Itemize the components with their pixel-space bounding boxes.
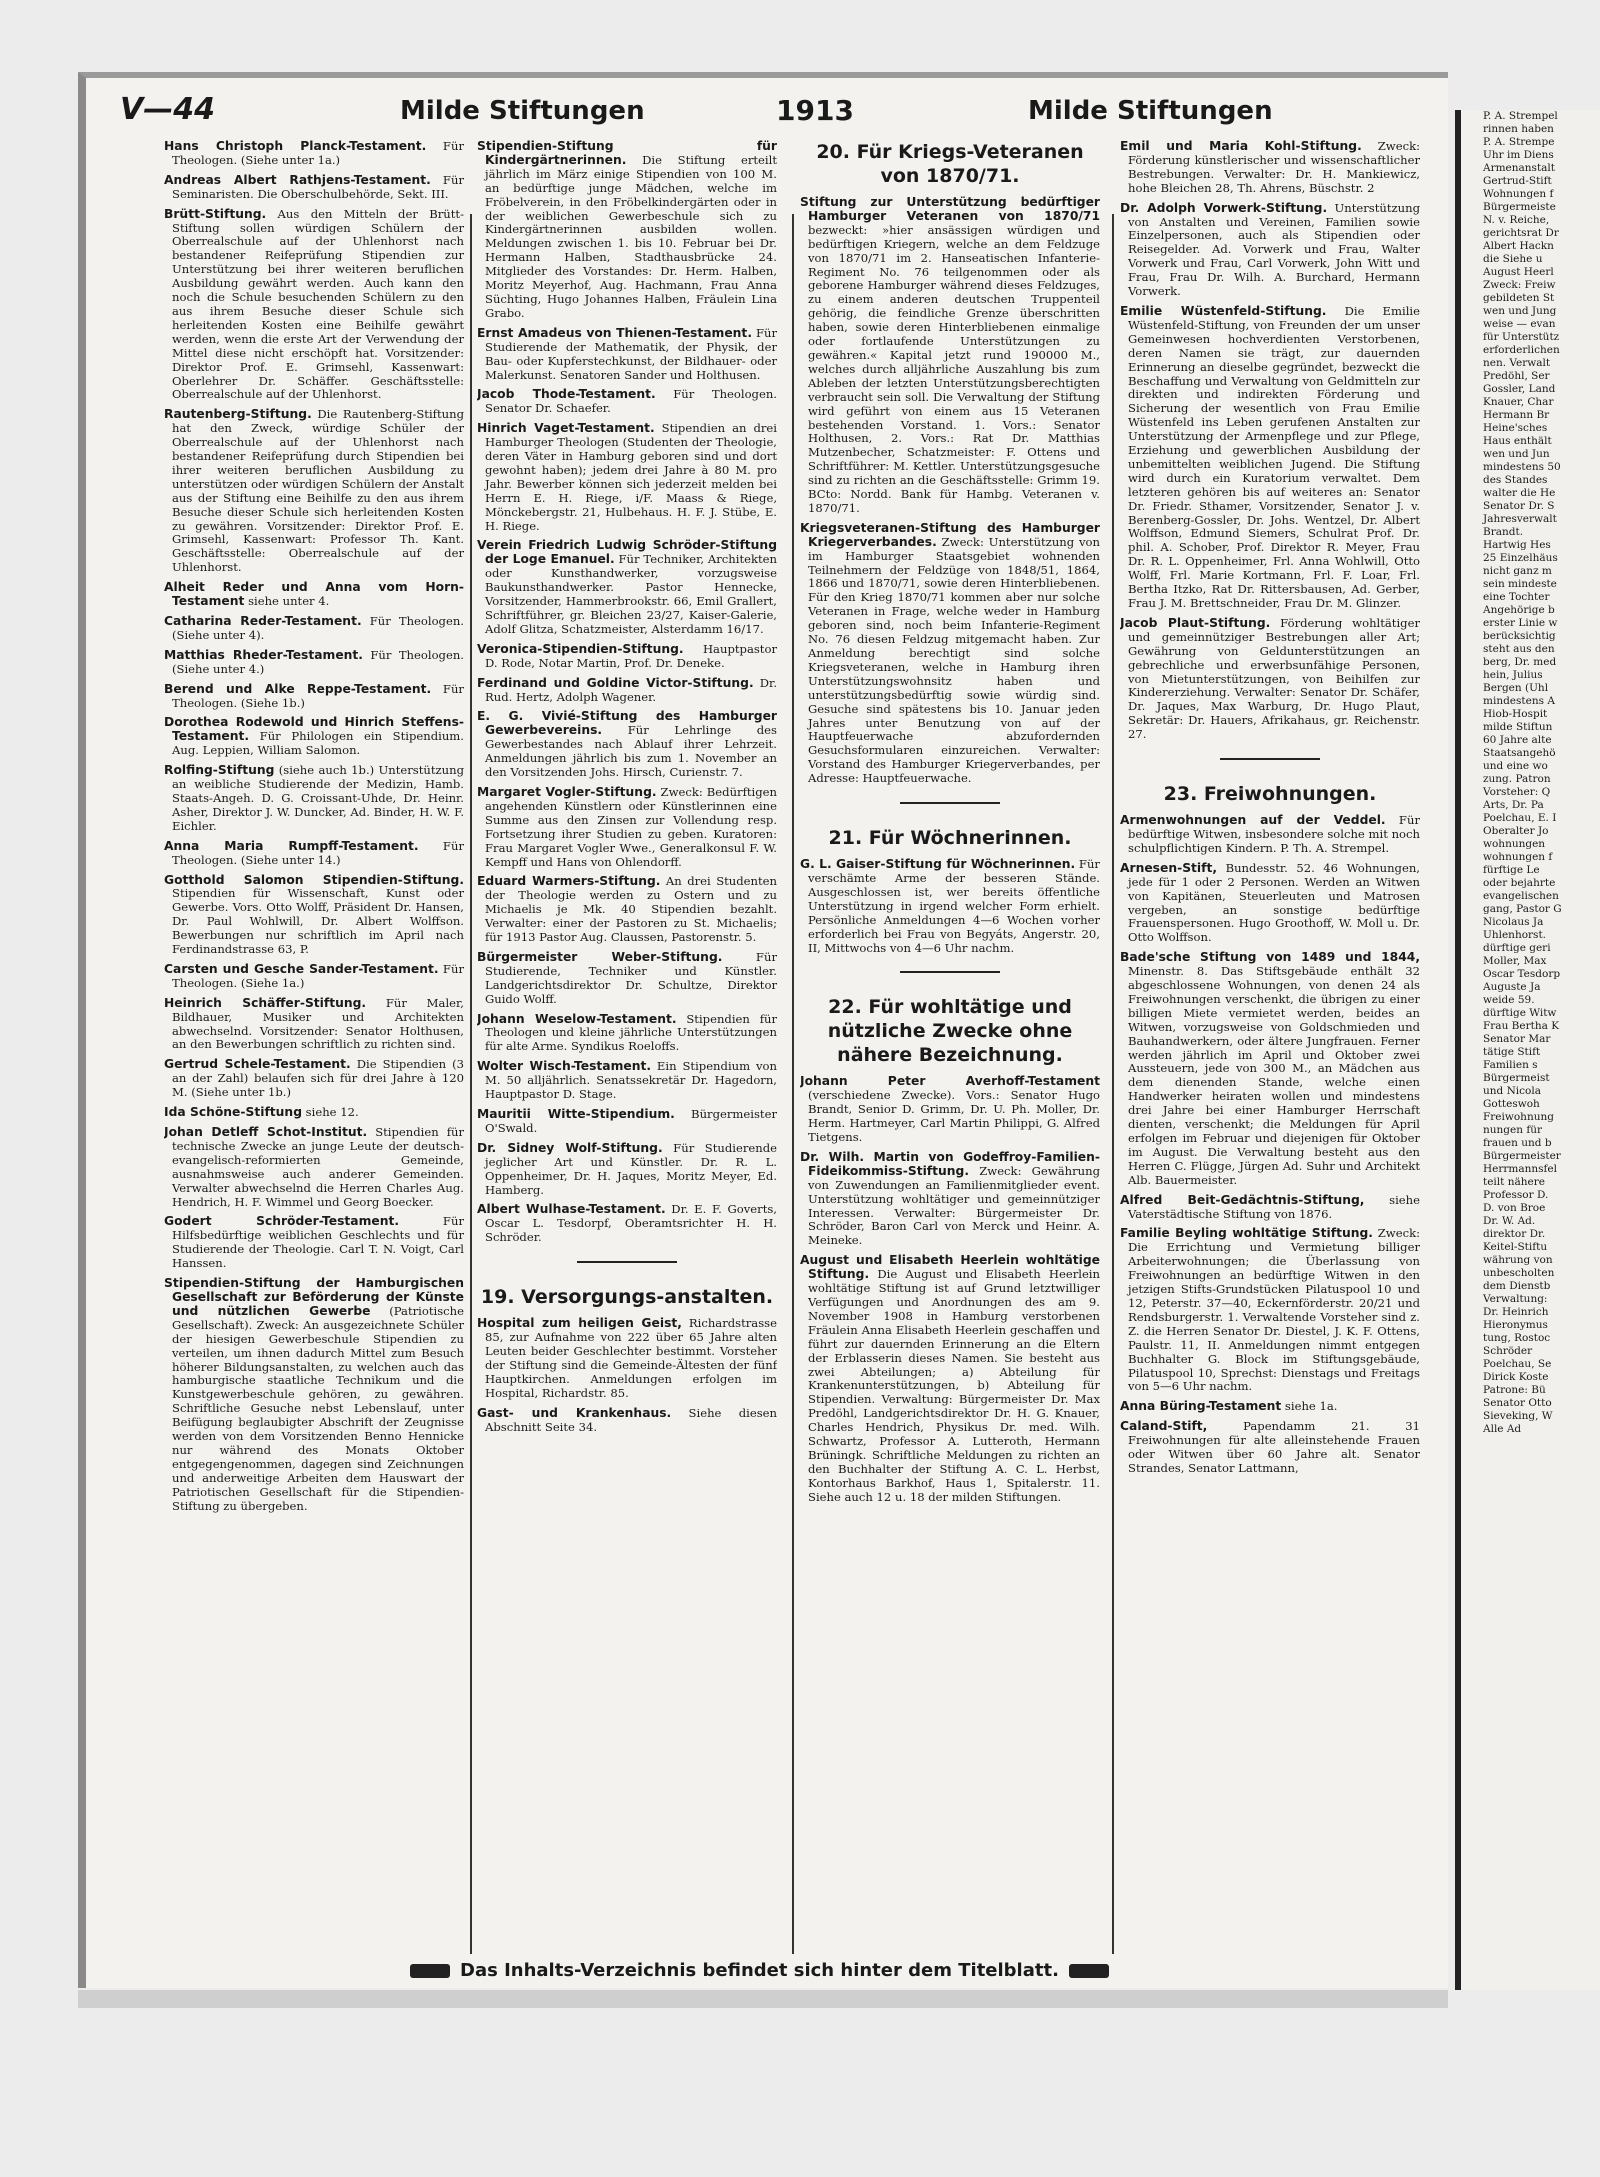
entry-name: Ernst Amadeus von Thienen-Testament. <box>477 325 752 340</box>
entry-text: Hauptpastor D. Rode, Notar Martin, Prof. Dr. Deneke. <box>485 641 777 670</box>
foundation-entry <box>477 1013 777 1055</box>
adjacent-page-fragment: Familien s <box>1483 1059 1538 1071</box>
adjacent-page-fragment: Moller, Max <box>1483 955 1547 967</box>
foundation-entry <box>800 1075 1100 1145</box>
entry-name: Rolfing-Stiftung <box>164 763 275 778</box>
adjacent-page-fragment: August Heerl <box>1483 266 1554 278</box>
section-heading: 20. Für Kriegs-Veteranen von 1870/71. <box>816 141 1084 187</box>
entry-name: Hinrich Vaget-Testament. <box>477 421 655 436</box>
adjacent-page-fragment: die Siehe u <box>1483 253 1543 265</box>
adjacent-page-fragment: Brandt. <box>1483 526 1524 538</box>
entry-text: siehe 1a. <box>1281 1399 1338 1414</box>
entry-text: Bürgermeister O'Swald. <box>485 1107 777 1135</box>
adjacent-page-fragment: Hartwig Hes <box>1483 539 1551 551</box>
entry-text: Dr. E. F. Goverts, Oscar L. Tesdorpf, Oberamtsrichter H. H. Schröder. <box>485 1202 777 1245</box>
adjacent-page-fragment: für Unterstütz <box>1483 331 1560 343</box>
entry-name: Johann Peter Averhoff-Testament <box>800 1074 1100 1089</box>
adjacent-page-fragment: Bergen (Uhl <box>1483 682 1549 694</box>
pointing-hand-icon <box>1069 1964 1109 1978</box>
adjacent-page-fragment: frauen und b <box>1483 1137 1552 1149</box>
section-heading: 21. Für Wöchnerinnen. <box>828 827 1072 850</box>
adjacent-page-fragment: nen. Verwalt <box>1483 357 1551 369</box>
adjacent-page-fragment: erforderlichen <box>1483 344 1560 356</box>
adjacent-page-fragment: D. von Broe <box>1483 1202 1546 1214</box>
entry-text: Für Studierende jeglicher Art und Künstler. Dr. R. L. Oppenheimer, Dr. H. Jaques, Moritz Meyer, Ed. Hamberg. <box>485 1140 777 1197</box>
entry-name: Alheit Reder und Anna vom Horn-Testament <box>164 580 464 609</box>
entry-text: Für verschämte Arme der besseren Stände. Ausgeschlossen ist, wer bereits öffentliche Unterstützung in irgend welcher Form erhielt. Persönliche Anmeldungen 4—6 Wochen vorher erforderlich bei Frau von Begyáts, Angerstr. 20, II, Mittwochs von 4—6 Uhr nachm. <box>808 857 1100 955</box>
text-column-2 <box>477 140 777 1960</box>
adjacent-page-fragment: evangelischen <box>1483 890 1559 902</box>
foundation-entry <box>477 1317 777 1400</box>
adjacent-page-fragment: Schröder <box>1483 1345 1533 1357</box>
adjacent-page-fragment: und eine wo <box>1483 760 1548 772</box>
entry-name: Gast- und Krankenhaus. <box>477 1405 672 1420</box>
entry-name: Dr. Wilh. Martin von Godeffroy-Familien-Fideikommiss-Stiftung. <box>800 1149 1100 1178</box>
entry-name: Mauritii Witte-Stipendium. <box>477 1107 675 1121</box>
entry-text: bezweckt: »hier ansässigen würdigen und bedürftigen Kriegern, welche an dem Feldzuge von 1870/71 im 2. Hanseatischen Infanterie-Regiment No. 76 teilgenommen oder als geborene Hamburger während dieses Feldzuges, zu einem anderen deutschen Truppenteil gehörig, die feindliche Grenze überschritten haben, sowie deren Hinterbliebenen einmalige oder fortlaufende Unterstützungen zu gewähren.« Kapital jetzt rund 190000 M., welches durch alljährliche Auszahlung bis zum Ableben der letzten Unterstützungsberechtigten verbraucht sein soll. Die Verwaltung der Stiftung wird geführt von einem aus 15 Veteranen bestehenden Vorstand. 1. Vors.: Senator Holthusen, 2. Vors.: Rat Dr. Matthias Mutzenbecher, Schatzmeister: F. Ottens und Schriftführer: M. Kettler. Unterstützungsgesuche sind zu richten an die Geschäftsstelle: Grimm 19. BCto: Nordd. Bank für Hambg. Veteranen v. 1870/71. <box>808 222 1100 515</box>
section-heading: 22. Für wohltätige und nützliche Zwecke ohne nähere Bezeichnung. <box>827 996 1073 1067</box>
adjacent-page-fragment: walter die He <box>1483 487 1556 499</box>
foundation-entry <box>1120 814 1420 856</box>
adjacent-page-fragment: Predöhl, Ser <box>1483 370 1550 382</box>
entry-text: Richardstrasse 85, zur Aufnahme von 222 über 65 Jahre alten Leuten beider Geschlechter bestimmt. Vorsteher der Stiftung sind die Gemeinde-Ältesten der fünf Hauptkirchen. Anmeldungen erfolgen im Hospital, Richardstr. 85. <box>485 1316 777 1400</box>
entry-text: Dr. Rud. Hertz, Adolph Wagener. <box>485 675 777 704</box>
adjacent-page-fragment: wohnungen f <box>1483 851 1553 863</box>
column-rule <box>470 214 472 1954</box>
entry-name: Armenwohnungen auf der Veddel. <box>1120 813 1386 828</box>
entry-text: (verschiedene Zwecke). Vors.: Senator Hugo Brandt, Senior D. Grimm, Dr. U. Ph. Moller, Dr. Herm. Hartmeyer, Carl Martin Philippi, G. Alfred Tietgens. <box>808 1088 1100 1145</box>
adjacent-page-fragment: Oberalter Jo <box>1483 825 1549 837</box>
page-number: V—44 <box>120 92 215 127</box>
section-divider <box>577 1261 677 1263</box>
entry-text: siehe 12. <box>302 1105 359 1120</box>
adjacent-page-fragment: Senator Dr. S <box>1483 500 1555 512</box>
foundation-entry <box>477 327 777 383</box>
adjacent-page-fragment: Dr. Heinrich <box>1483 1306 1549 1318</box>
entry-text: Aus den Mitteln der Brütt-Stiftung sollen würdigen Schülern der Oberrealschule auf der Uhlenhorst nach bestandener Reifeprüfung Stipendien zur Unterstützung bei ihrer weiteren beruflichen Ausbildung gewährt werden. Auch kann den noch die Schule besuchenden Schülern zu den aus ihrem Besuche dieser Schule sich herleitenden Kosten eine Beihilfe gewährt werden, wenn die erste Art der Verwendung der Mittel diese nicht erschöpft hat. Vorsitzender: Direktor Prof. E. Grimsehl, Kassenwart: Oberlehrer Dr. Schäffer. Geschäftsstelle: Oberrealschule auf der Uhlenhorst. <box>172 206 464 402</box>
adjacent-page-fragment: gang, Pastor G <box>1483 903 1562 915</box>
entry-name: Stiftung zur Unterstützung bedürftiger Hamburger Veteranen von 1870/71 <box>800 195 1100 223</box>
entry-text: Zweck: Die Errichtung und Vermietung billiger Arbeiterwohnungen; die Überlassung von Freiwohnungen an bedürftige Witwen in den jetzigen Stifts-Grundstücken Pilatuspool 10 und 12, Peterstr. 37—40, Eckernförderstr. 20/21 und Rendsburgerstr. 1. Verwaltende Vorsteher sind z. Z. die Herren Senator Dr. Diestel, J. K. F. Ottens, Paulstr. 11, II. Anmeldungen nimmt entgegen Buchhalter G. Block im Stiftungsgebäude, Pilatuspool 10, Sprechst: Dienstags und Freitags von 5—6 Uhr nachm. <box>1128 1226 1420 1394</box>
foundation-entry <box>477 677 777 705</box>
entry-name: Berend und Alke Reppe-Testament. <box>164 681 432 696</box>
entry-name: Emil und Maria Kohl-Stiftung. <box>1120 140 1362 153</box>
foundation-entry <box>164 716 464 758</box>
entry-text: Für Theologen. (Siehe unter 4). <box>172 614 464 642</box>
entry-name: Hans Christoph Planck-Testament. <box>164 140 427 153</box>
foundation-entry <box>164 963 464 991</box>
entry-text: Papendamm 21. 31 Freiwohnungen für alte alleinstehende Frauen oder Witwen über 60 Jahre alt. Senator Strandes, Senator Lattmann, <box>1128 1419 1420 1475</box>
entry-name: Matthias Rheder-Testament. <box>164 647 363 662</box>
adjacent-page-fragment: direktor Dr. <box>1483 1228 1546 1240</box>
foundation-entry <box>1120 1400 1420 1414</box>
entry-text: Für Philologen ein Stipendium. Aug. Leppien, William Salomon. <box>172 729 464 758</box>
entry-name: Ferdinand und Goldine Victor-Stiftung. <box>477 675 754 690</box>
entry-text: Für Maler, Bildhauer, Musiker und Architekten abwechselnd. Vorsitzender: Senator Holthusen, an den Bewerbungen schriftlich zu richten sind. <box>172 995 464 1052</box>
adjacent-page-fragment: P. A. Strempel <box>1483 110 1558 122</box>
adjacent-page-fragment: Dirick Koste <box>1483 1371 1549 1383</box>
running-title-left: Milde Stiftungen <box>400 96 645 126</box>
adjacent-page-fragment: weise — evan <box>1483 318 1556 330</box>
adjacent-page-fragment: währung von <box>1483 1254 1553 1266</box>
entry-name: Familie Beyling wohltätige Stiftung. <box>1120 1226 1373 1241</box>
section-divider <box>1220 758 1320 760</box>
adjacent-page-fragment: Hermann Br <box>1483 409 1550 421</box>
entry-name: Anna Büring-Testament <box>1120 1399 1282 1414</box>
adjacent-page-fragment: Bürgermeister <box>1483 1150 1561 1162</box>
adjacent-page-fragment: hein, Julius <box>1483 669 1543 681</box>
adjacent-page-fragment: wen und Jun <box>1483 448 1550 460</box>
adjacent-page-fragment: P. A. Strempe <box>1483 136 1555 148</box>
entry-name: Stipendien-Stiftung der Hamburgischen Gesellschaft zur Beförderung der Künste und nützlichen Gewerbe <box>164 1276 464 1318</box>
entry-name: Hospital zum heiligen Geist, <box>477 1316 682 1331</box>
entry-name: G. L. Gaiser-Stiftung für Wöchnerinnen. <box>800 857 1076 872</box>
entry-text: Förderung wohltätiger und gemeinnütziger Bestrebungen aller Art; Gewährung von Geldunterstützungen an gebrechliche und erwerbsunfähige Personen, von Mietunterstützungen, von Beihilfen zur Kindererziehung. Verwalter: Senator Dr. Schäfer, Dr. Jaques, Max Warburg, Dr. Hugo Plaut, Sekretär: Dr. Hauers, Afrikahaus, gr. Reichenstr. 27. <box>1128 615 1420 742</box>
footer-note <box>400 1960 1119 1981</box>
entry-name: Gertrud Schele-Testament. <box>164 1057 351 1072</box>
adjacent-page-fragment: oder bejahrte <box>1483 877 1556 889</box>
adjacent-page-fragment: Herrmannsfel <box>1483 1163 1557 1175</box>
entry-name: Brütt-Stiftung. <box>164 206 267 221</box>
adjacent-page-fragment: eine Tochter <box>1483 591 1550 603</box>
entry-text: Zweck: Bedürftigen angehenden Künstlern oder Künstlerinnen eine Summe aus den Zinsen zur Vollendung resp. Fortsetzung ihrer Studien zu geben. Kuratoren: Frau Margaret Vogler Wwe., Generalkonsul F. W. Kempff und Hans von Ohlendorff. <box>485 784 777 869</box>
foundation-entry <box>800 522 1100 786</box>
entry-name: Margaret Vogler-Stiftung. <box>477 784 657 799</box>
entry-text: Die Stiftung erteilt jährlich im März einige Stipendien von 100 M. an bedürftige junge Mädchen, welche im Fröbelverein, in den Fröbelkindergärten oder in der weiblichen Gewerbeschule sich zu Kindergärtnerinnen ausbilden wollen. Meldungen zwischen 1. bis 10. Februar bei Dr. Hermann Halben, Stadthausbrücke 24. Mitglieder des Vorstandes: Dr. Herm. Halben, Moritz Meyerhof, Aug. Hachmann, Frau Anna Süchting, Hugo Johannes Halben, Fräulein Lina Grabo. <box>485 152 777 320</box>
foundation-entry <box>477 1407 777 1435</box>
adjacent-page-fragment: fürftige Le <box>1483 864 1540 876</box>
section-divider <box>900 971 1000 973</box>
adjacent-page-fragment: gebildeten St <box>1483 292 1555 304</box>
foundation-entry <box>477 1108 777 1136</box>
adjacent-page-fragment: Bürgermeist <box>1483 1072 1550 1084</box>
adjacent-page-fragment: milde Stiftun <box>1483 721 1553 733</box>
adjacent-page-fragment: erster Linie w <box>1483 617 1558 629</box>
entry-text: (Patriotische Gesellschaft). Zweck: An ausgezeichnete Schüler der hiesigen Gewerbeschule Stipendien zu verteilen, um ihnen dadurch Mittel zum Besuch höherer Bildungsanstalten, zu welchen auch das hamburgische staatliche Technikum und die Kunstgewerbeschule gehören, zu gewähren. Schriftliche Gesuche nebst Lebenslauf, unter Beifügung beglaubigter Abschrift der Zeugnisse werden von dem Vorsitzenden Benno Hennicke nur während des Monats Oktober entgegengenommen, dagegen sind Zeichnungen und anderweitige Arbeiten dem Hauswart der Patriotischen Gesellschaft für die Stipendien-Stiftung zu übergeben. <box>172 1303 464 1513</box>
adjacent-page-fragment: dem Dienstb <box>1483 1280 1551 1292</box>
adjacent-page-fragment: gerichtsrat Dr <box>1483 227 1559 239</box>
adjacent-page-fragment: Nicolaus Ja <box>1483 916 1544 928</box>
entry-text: Bundesstr. 52. 46 Wohnungen, jede für 1 oder 2 Personen. Werden an Witwen von Kapitänen, Steuerleuten und Matrosen vergeben, an sonstige bedürftige Frauenspersonen. Hugo Groothoff, W. Moll u. Dr. Otto Wolffson. <box>1128 860 1420 945</box>
adjacent-page-fragment: Knauer, Char <box>1483 396 1554 408</box>
adjacent-page-fragment: Jahresverwalt <box>1483 513 1557 525</box>
entry-name: E. G. Vivié-Stiftung des Hamburger Gewerbevereins. <box>477 709 777 738</box>
entry-text: Für Studierende der Mathematik, der Physik, der Bau- oder Kupferstechkunst, der Bildhauer- oder Malerkunst. Senatoren Sander und Holthusen. <box>485 325 777 382</box>
adjacent-page-fragment: Gertrud-Stift <box>1483 175 1552 187</box>
entry-text: Stipendien für Theologen und kleine jährliche Unterstützungen für alte Arme. Syndikus Roeloffs. <box>485 1011 777 1054</box>
adjacent-page-fragment: tätige Stift <box>1483 1046 1541 1058</box>
adjacent-page-fragment: 60 Jahre alte <box>1483 734 1552 746</box>
adjacent-page-fragment: Armenanstalt <box>1483 162 1556 174</box>
entry-text: siehe unter 4. <box>244 594 330 609</box>
adjacent-page-fragment: tung, Rostoc <box>1483 1332 1551 1344</box>
entry-name: Wolter Wisch-Testament. <box>477 1059 652 1074</box>
foundation-entry <box>164 683 464 711</box>
column-rule <box>792 214 794 1954</box>
adjacent-page-fragment: und Nicola <box>1483 1085 1541 1097</box>
foundation-entry <box>164 581 464 609</box>
text-column-3 <box>800 140 1100 1640</box>
entry-name: Bade'sche Stiftung von 1489 und 1844, <box>1120 950 1420 965</box>
entry-text: Ein Stipendium von M. 50 alljährlich. Senatssekretär Dr. Hagedorn, Hauptpastor D. Stage. <box>485 1059 777 1102</box>
entry-name: Arnesen-Stift, <box>1120 860 1218 875</box>
foundation-entry <box>164 615 464 643</box>
foundation-entry <box>477 786 777 869</box>
section-divider <box>900 802 1000 804</box>
entry-text: Siehe diesen Abschnitt Seite 34. <box>485 1405 777 1434</box>
adjacent-page-fragment: Sieveking, W <box>1483 1410 1553 1422</box>
entry-name: Anna Maria Rumpff-Testament. <box>164 838 419 853</box>
adjacent-page-fragment: Freiwohnung <box>1483 1111 1554 1123</box>
entry-text: siehe Vaterstädtische Stiftung von 1876. <box>1128 1192 1420 1221</box>
entry-text: (siehe auch 1b.) Unterstützung an weibliche Studierende der Medizin, Hamb. Staats-Angeh. D. G. Croissant-Uhde, Dr. Heinr. Asher, Direktor J. W. Duncker, Ad. Binder, H. W. F. Eichler. <box>172 763 464 833</box>
adjacent-page-fragment: Oscar Tesdorp <box>1483 968 1561 980</box>
entry-name: Bürgermeister Weber-Stiftung. <box>477 949 723 964</box>
entry-name: Carsten und Gesche Sander-Testament. <box>164 961 439 976</box>
adjacent-page-fragment: zung. Patron <box>1483 773 1551 785</box>
foundation-entry <box>1120 1420 1420 1476</box>
entry-text: Für bedürftige Witwen, insbesondere solche mit noch schulpflichtigen Kindern. P. Th. A. Strempel. <box>1128 813 1420 855</box>
foundation-entry <box>477 1060 777 1102</box>
entry-text: Für Techniker, Architekten oder Kunsthandwerker, vorzugsweise Baukunsthandwerker. Pastor Hennecke, Vorsitzender, Hammerbrookstr. 66, Emil Grallert, Schriftführer, gr. Bleichen 23/27, Kaiser-Galerie, Adolf Glitza, Schatzmeister, Alsterdamm 16/17. <box>485 552 777 636</box>
adjacent-page-fragment: sein mindeste <box>1483 578 1557 590</box>
foundation-entry <box>800 196 1100 516</box>
entry-text: Für Theologen. (Siehe 1a.) <box>172 961 464 990</box>
foundation-entry <box>477 1203 777 1245</box>
adjacent-page-fragment: Haus enthält <box>1483 435 1552 447</box>
adjacent-page-fragment: Senator Mar <box>1483 1033 1551 1045</box>
foundation-entry <box>164 140 464 168</box>
adjacent-page-fragment: Hieronymus <box>1483 1319 1548 1331</box>
entry-name: Rautenberg-Stiftung. <box>164 407 312 422</box>
entry-name: Albert Wulhase-Testament. <box>477 1202 666 1217</box>
entry-name: Eduard Warmers-Stiftung. <box>477 874 661 889</box>
entry-name: Godert Schröder-Testament. <box>164 1214 400 1229</box>
entry-text: Die Stipendien (3 an der Zahl) belaufen sich für drei Jahre à 120 M. (Siehe unter 1b.) <box>172 1057 464 1100</box>
entry-text: Zweck: Unterstützung von im Hamburger Staatsgebiet wohnenden Teilnehmern der Feldzüge von 1848/51, 1864, 1866 und 1870/71, sowie deren Hinterbliebenen. Für den Krieg 1870/71 kommen aber nur solche Veteranen in Frage, welche weder in Hamburg geboren sind, noch beim Infanterie-Regiment No. 76 diesen Feldzug mitgemacht haben. Zur Anmeldung berechtigt sind solche Kriegsveteranen, welche in Hamburg ihren Unterstützungswohnsitz haben und unterstützungsbedürftig sowie würdig sind. Gesuche sind spätestens bis 10. Januar jeden Jahres unter Benutzung von auf der Hauptfeuerwache abzufordernden Gesuchsformularen einzureichen. Verwalter: Vorstand des Hamburger Kriegerverbandes, per Adresse: Hauptfeuerwache. <box>808 534 1100 786</box>
text-column-4 <box>1120 140 1420 1960</box>
foundation-entry <box>164 840 464 868</box>
adjacent-page-fragment: nicht ganz m <box>1483 565 1552 577</box>
foundation-entry <box>164 1058 464 1100</box>
foundation-entry <box>1120 951 1420 1187</box>
foundation-entry <box>477 875 777 945</box>
adjacent-page-fragment: steht aus den <box>1483 643 1555 655</box>
entry-text: Die Emilie Wüstenfeld-Stiftung, von Freunden der um unser Gemeinwesen hochverdienten Verstorbenen, deren Namen sie trägt, zur dauernden Erinnerung an dieselbe gegründet, bezweckt die Beschaffung und Verwaltung von Geldmitteln zur direkten und indirekten Förderung und Sicherung der wesentlich von Frau Emilie Wüstenfeld ins Leben gerufenen Anstalten zur Unterstützung der Armenpflege und zur Pflege, Erziehung und gewerblichen Ausbildung der unbemittelten weiblichen Jugend. Die Stiftung wird durch ein Kuratorium verwaltet. Dem letzteren gehören bis auf weiteres an: Senator Dr. Friedr. Sthamer, Vorsitzender, Senator J. v. Berenberg-Gossler, Dr. Johs. Wentzel, Dr. Albert Wolffson, Edmund Siemers, Schulrat Prof. Dr. phil. A. Schober, Prof. Direktor R. Meyer, Frau Dr. R. L. Oppenheimer, Frl. Anna Wohlwill, Otto Wolff, Frl. Marie Kortmann, Frl. F. Loar, Frl. Bertha Itzko, Rat Dr. Rittersbausen, Ad. Gerber, Frau J. M. Brettschneider, Frau Dr. M. Glinzer. <box>1128 303 1420 610</box>
adjacent-page-fragment: dürftige Witw <box>1483 1007 1557 1019</box>
foundation-entry <box>477 539 777 636</box>
adjacent-page-fragment: Auguste Ja <box>1483 981 1541 993</box>
adjacent-page-fragment: Gotteswoh <box>1483 1098 1540 1110</box>
entry-name: Andreas Albert Rathjens-Testament. <box>164 172 431 187</box>
entry-text: Für Studierende, Techniker und Künstler. Landgerichtsdirektor Dr. Schultze, Direktor Guido Wolff. <box>485 949 777 1006</box>
entry-name: Veronica-Stipendien-Stiftung. <box>477 641 684 656</box>
adjacent-page-fragment: mindestens 50 <box>1483 461 1561 473</box>
foundation-entry <box>477 710 777 780</box>
entry-name: Caland-Stift, <box>1120 1419 1208 1434</box>
entry-text: An drei Studenten der Theologie werden zu Ostern und zu Michaelis je Mk. 40 Stipendien bezahlt. Verwalter: einer der Pastoren zu St. Michaelis; für 1913 Pastor Aug. Claussen, Pastorenstr. 5. <box>485 874 777 945</box>
adjacent-page-fragment: Zweck: Freiw <box>1483 279 1556 291</box>
adjacent-page-fragment: Heine'sches <box>1483 422 1548 434</box>
foundation-entry <box>164 874 464 957</box>
adjacent-page-fragment: berücksichtig <box>1483 630 1556 642</box>
foundation-entry <box>1120 140 1420 196</box>
adjacent-page-fragment: wen und Jung <box>1483 305 1557 317</box>
adjacent-page-fragment: Keitel-Stiftu <box>1483 1241 1548 1253</box>
adjacent-page-fragment: Angehörige b <box>1483 604 1555 616</box>
foundation-entry <box>477 422 777 533</box>
text-column-1 <box>164 140 464 1958</box>
entry-text: Für Lehrlinge des Gewerbestandes nach Ablauf ihrer Lehrzeit. Anmeldungen jährlich bis zum 1. November an den Vorsitzenden Johs. Hirsch, Curienstr. 7. <box>485 723 777 780</box>
entry-name: Dr. Adolph Vorwerk-Stiftung. <box>1120 200 1328 215</box>
foundation-entry <box>1120 1194 1420 1222</box>
entry-name: Gotthold Salomon Stipendien-Stiftung. <box>164 872 464 887</box>
section-heading: 19. Versorgungs-anstalten. <box>480 1286 774 1309</box>
foundation-entry <box>164 997 464 1053</box>
entry-text: Zweck: Gewährung von Zuwendungen an Familienmitglieder event. Unterstützung wohltätiger und gemeinnütziger Interessen. Verwalter: Bürgermeister Dr. Schröder, Baron Carl von Merck und Heinr. A. Meineke. <box>808 1163 1100 1248</box>
foundation-entry <box>164 1215 464 1271</box>
entry-text: Stipendien an drei Hamburger Theologen (Studenten der Theologie, deren Väter in Hamburg geboren sind und dort gewohnt haben); jedem drei Jahre à 80 M. pro Jahr. Bewerber können sich jederzeit melden bei Herrn E. H. Riege, i/F. Maass & Riege, Mönckebergstr. 21, Hulbehaus. H. F. J. Stübe, E. H. Riege. <box>485 421 777 533</box>
adjacent-page-fragment: Vorsteher: Q <box>1483 786 1551 798</box>
adjacent-page-fragment: Poelchau, Se <box>1483 1358 1552 1370</box>
adjacent-page-fragment: 25 Einzelhäus <box>1483 552 1558 564</box>
adjacent-page-fragment: Arts, Dr. Pa <box>1483 799 1544 811</box>
running-year: 1913 <box>776 94 854 127</box>
foundation-entry <box>164 1277 464 1513</box>
pointing-hand-icon <box>410 1964 450 1978</box>
adjacent-page-fragment: Hiob-Hospit <box>1483 708 1548 720</box>
adjacent-page-fragment: Albert Hackn <box>1483 240 1554 252</box>
entry-text: Für Theologen. (Siehe 1b.) <box>172 681 464 710</box>
entry-name: Catharina Reder-Testament. <box>164 614 362 628</box>
entry-name: Jacob Plaut-Stiftung. <box>1120 615 1271 630</box>
adjacent-page-fragment: Dr. W. Ad. <box>1483 1215 1536 1227</box>
entry-text: Unterstützung von Anstalten und Vereinen, Familien sowie Einzelpersonen, auch als Stipendien oder Reisegelder. Ad. Vorwerk und Frau, Walter Vorwerk und Frau, Carl Vorwerk, John Witt und Frau, Frau Dr. Wilh. A. Burchard, Hermann Vorwerk. <box>1128 200 1420 299</box>
entry-name: Dr. Sidney Wolf-Stiftung. <box>477 1140 663 1155</box>
adjacent-page-fragment: des Standes <box>1483 474 1548 486</box>
adjacent-page-fragment: Alle Ad <box>1483 1423 1522 1435</box>
foundation-entry <box>800 1151 1100 1248</box>
entry-text: Stipendien für technische Zwecke an junge Leute der deutsch-evangelisch-reformierten Gemeinde, ausnahmsweise auch anderer Gemeinden. Verwalter abwechselnd die Herren Charles Aug. Hendrich, H. F. Wimmel und Georg Boecker. <box>172 1125 464 1209</box>
entry-text: Stipendien für Wissenschaft, Kunst oder Gewerbe. Vors. Otto Wolff, Präsident Dr. Hansen, Dr. Paul Wohlwill, Dr. Albert Wolffson. Bewerbungen nur schriftlich im April nach Ferdinandstrasse 63, P. <box>172 886 464 957</box>
foundation-entry <box>164 1106 464 1120</box>
entry-text: Die Rautenberg-Stiftung hat den Zweck, würdige Schüler der Oberrealschule auf der Uhlenhorst nach bestandener Reifeprüfung durch Stipendien bei ihrer weiteren beruflichen Ausbildung zu unterstützen oder würdigen Schülern der Anstalt aus der Stiftung eine Beihilfe zu den aus ihrem Besuche dieser Schule sich herleitenden Kosten zu gewähren. Vorsitzender: Direktor Prof. E. Grimsehl, Kassenwart: Professor Th. Kant. Geschäftsstelle: Oberrealschule auf der Uhlenhorst. <box>172 407 464 575</box>
adjacent-page-fragment: mindestens A <box>1483 695 1555 707</box>
adjacent-page-fragment: Frau Bertha K <box>1483 1020 1560 1032</box>
entry-name: Alfred Beit-Gedächtnis-Stiftung, <box>1120 1192 1365 1207</box>
adjacent-page-fragment: Senator Otto <box>1483 1397 1552 1409</box>
entry-text: Für Hilfsbedürftige weiblichen Geschlechts und für Studierende der Theologie. Carl T. N. Voigt, Carl Hanssen. <box>172 1214 464 1271</box>
foundation-entry <box>164 408 464 575</box>
entry-text: Minenstr. 8. Das Stiftsgebäude enthält 32 abgeschlossene Wohnungen, von denen 24 als Freiwohnungen verschenkt, die übrigen zu einer billigen Miete vermietet werden, beides an Witwen, vorzugsweise von Goldschmieden und Bauhandwerkern, oder ältere Jungfrauen. Ferner werden jährlich im April und Oktober zwei Aussteuern, jede von 300 M., an Mädchen aus dem dienenden Stande, welche einen Handwerker heiraten wollen und mindestens drei Jahre bei einer Hamburger Herrschaft dienten, verschenkt; die Meldungen für April erfolgen im Februar und diejenigen für Oktober im August. Die Verwaltung besteht aus den Herren C. Flügge, Jürgen Ad. Suhr und Architekt Alb. Bauermeister. <box>1128 964 1420 1187</box>
entry-text: Für Theologen. (Siehe unter 14.) <box>172 838 464 867</box>
entry-text: Für Seminaristen. Die Oberschulbehörde, Sekt. III. <box>172 172 464 201</box>
adjacent-page-fragment: teilt nähere <box>1483 1176 1545 1188</box>
foundation-entry <box>477 388 777 416</box>
entry-name: Emilie Wüstenfeld-Stiftung. <box>1120 303 1327 318</box>
entry-text: Die August und Elisabeth Heerlein wohltätige Stiftung ist auf Grund letztwilliger Verfügungen und Anordnungen des am 9. November 1908 in Hamburg verstorbenen Fräulein Anna Elisabeth Heerlein geschaffen und führt zur dauernden Erinnerung an die Eltern der Erblasserin dieses Namen. Sie besteht aus zwei Abteilungen; a) Abteilung für Krankenunterstützungen, b) Abteilung für Stipendien. Verwaltung: Bürgermeister Dr. Max Predöhl, Landgerichtsdirektor Dr. H. G. Knauer, Charles Hendrich, Physikus Dr. med. Wilh. Schwartz, Professor A. Lutteroth, Hermann Brüningk. Schriftliche Meldungen zu richten an den Buchhalter der Stiftung A. C. L. Herbst, Kontorhaus Barkhof, Haus 1, Spitalerstr. 11. Siehe auch 12 u. 18 der milden Stiftungen. <box>808 1267 1100 1504</box>
foundation-entry <box>800 858 1100 955</box>
adjacent-page-strip <box>1455 110 1600 1990</box>
adjacent-page-fragment: Poelchau, E. I <box>1483 812 1557 824</box>
entry-name: Jacob Thode-Testament. <box>477 387 656 402</box>
page-shadow <box>78 1990 1448 2008</box>
entry-name: Ida Schöne-Stiftung <box>164 1105 302 1120</box>
adjacent-page-fragment: Bürgermeiste <box>1483 201 1556 213</box>
foundation-entry <box>164 174 464 202</box>
entry-name: Johann Weselow-Testament. <box>477 1011 677 1026</box>
section-heading: 23. Freiwohnungen. <box>1163 783 1377 806</box>
running-title-right: Milde Stiftungen <box>1028 96 1273 126</box>
adjacent-page-fragment: rinnen haben <box>1483 123 1554 135</box>
adjacent-page-fragment: Staatsangehö <box>1483 747 1556 759</box>
foundation-entry <box>164 1126 464 1209</box>
entry-name: Stipendien-Stiftung für Kindergärtnerinnen. <box>477 140 777 167</box>
adjacent-page-fragment: dürftige geri <box>1483 942 1551 954</box>
foundation-entry <box>1120 1227 1420 1394</box>
adjacent-page-fragment: Professor D. <box>1483 1189 1549 1201</box>
adjacent-page-fragment: Wohnungen f <box>1483 188 1554 200</box>
foundation-entry <box>164 764 464 834</box>
foundation-entry <box>1120 617 1420 742</box>
entry-name: Kriegsveteranen-Stiftung des Hamburger Kriegerverbandes. <box>800 520 1100 549</box>
adjacent-page-fragment: N. v. Reiche, <box>1483 214 1550 226</box>
foundation-entry <box>1120 305 1420 611</box>
adjacent-page-fragment: Uhr im Diens <box>1483 149 1554 161</box>
foundation-entry <box>477 643 777 671</box>
entry-name: Dorothea Rodewold und Hinrich Steffens-Testament. <box>164 715 464 744</box>
adjacent-page-fragment: Uhlenhorst. <box>1483 929 1546 941</box>
foundation-entry <box>477 1142 777 1198</box>
entry-text: Für Theologen. (Siehe unter 1a.) <box>172 140 464 167</box>
adjacent-page-fragment: Patrone: Bü <box>1483 1384 1546 1396</box>
foundation-entry <box>164 208 464 403</box>
column-rule <box>1112 214 1114 1954</box>
foundation-entry <box>800 1254 1100 1504</box>
adjacent-page-fragment: berg, Dr. med <box>1483 656 1557 668</box>
foundation-entry <box>164 649 464 677</box>
foundation-entry <box>1120 862 1420 945</box>
entry-name: August und Elisabeth Heerlein wohltätige Stiftung. <box>800 1253 1100 1282</box>
adjacent-page-fragment: weide 59. <box>1483 994 1535 1006</box>
entry-name: Heinrich Schäffer-Stiftung. <box>164 995 367 1010</box>
adjacent-page-fragment: Gossler, Land <box>1483 383 1556 395</box>
adjacent-page-fragment: wohnungen <box>1483 838 1546 850</box>
adjacent-page-fragment: nungen für <box>1483 1124 1542 1136</box>
entry-name: Verein Friedrich Ludwig Schröder-Stiftung der Loge Emanuel. <box>477 538 777 567</box>
entry-name: Johan Detleff Schot-Institut. <box>164 1125 368 1139</box>
foundation-entry <box>1120 202 1420 299</box>
entry-text: Zweck: Förderung künstlerischer und wissenschaftlicher Bestrebungen. Verwalter: Dr. H. Mankiewicz, hohe Bleichen 28, Th. Ahrens, Büschstr. 2 <box>1128 140 1420 195</box>
foundation-entry <box>477 951 777 1007</box>
footer-text: Das Inhalts-Verzeichnis befindet sich hinter dem Titelblatt. <box>460 1960 1059 1981</box>
entry-text: Für Theologen. (Siehe unter 4.) <box>172 647 464 676</box>
entry-text: Für Theologen. Senator Dr. Schaefer. <box>485 387 777 416</box>
foundation-entry <box>477 140 777 321</box>
adjacent-page-fragment: Verwaltung: <box>1483 1293 1548 1305</box>
adjacent-page-fragment: unbescholten <box>1483 1267 1555 1279</box>
